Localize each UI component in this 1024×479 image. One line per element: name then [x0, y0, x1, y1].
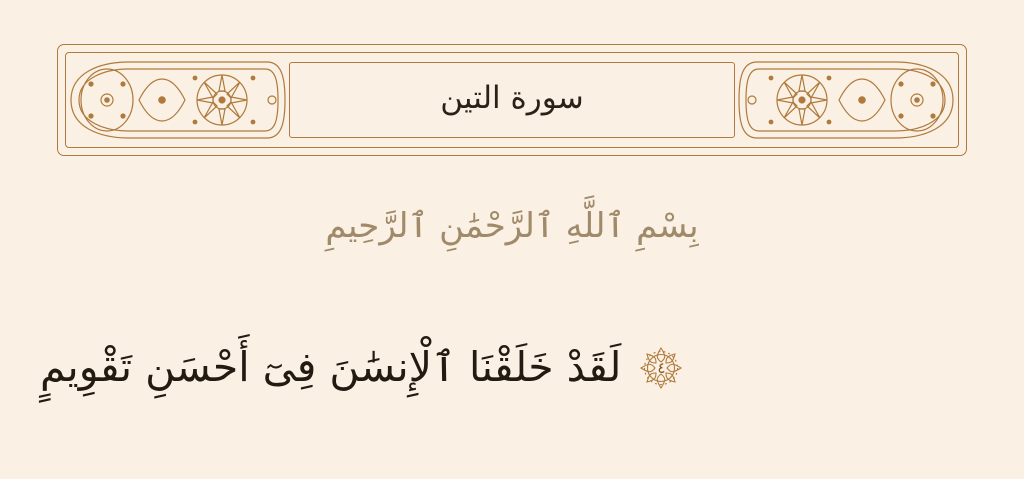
ayah-end-rosette-icon — [635, 342, 687, 394]
ayah-text: لَقَدْ خَلَقْنَا ٱلْإِنسَٰنَ فِىٓ أَحْسَنِ تَقْوِيمٍ — [40, 343, 622, 391]
surah-title-panel — [289, 62, 735, 138]
basmala-text: بِسْمِ ٱللَّهِ ٱلرَّحْمَٰنِ ٱلرَّحِيمِ — [325, 206, 699, 246]
surah-title: سورة التين — [440, 79, 584, 116]
floral-rosette-ornament-icon — [737, 58, 957, 142]
ayah-number: ٤ — [657, 358, 666, 377]
surah-title-banner — [57, 44, 967, 156]
ayah-line — [40, 340, 984, 395]
floral-rosette-ornament-icon — [67, 58, 287, 142]
